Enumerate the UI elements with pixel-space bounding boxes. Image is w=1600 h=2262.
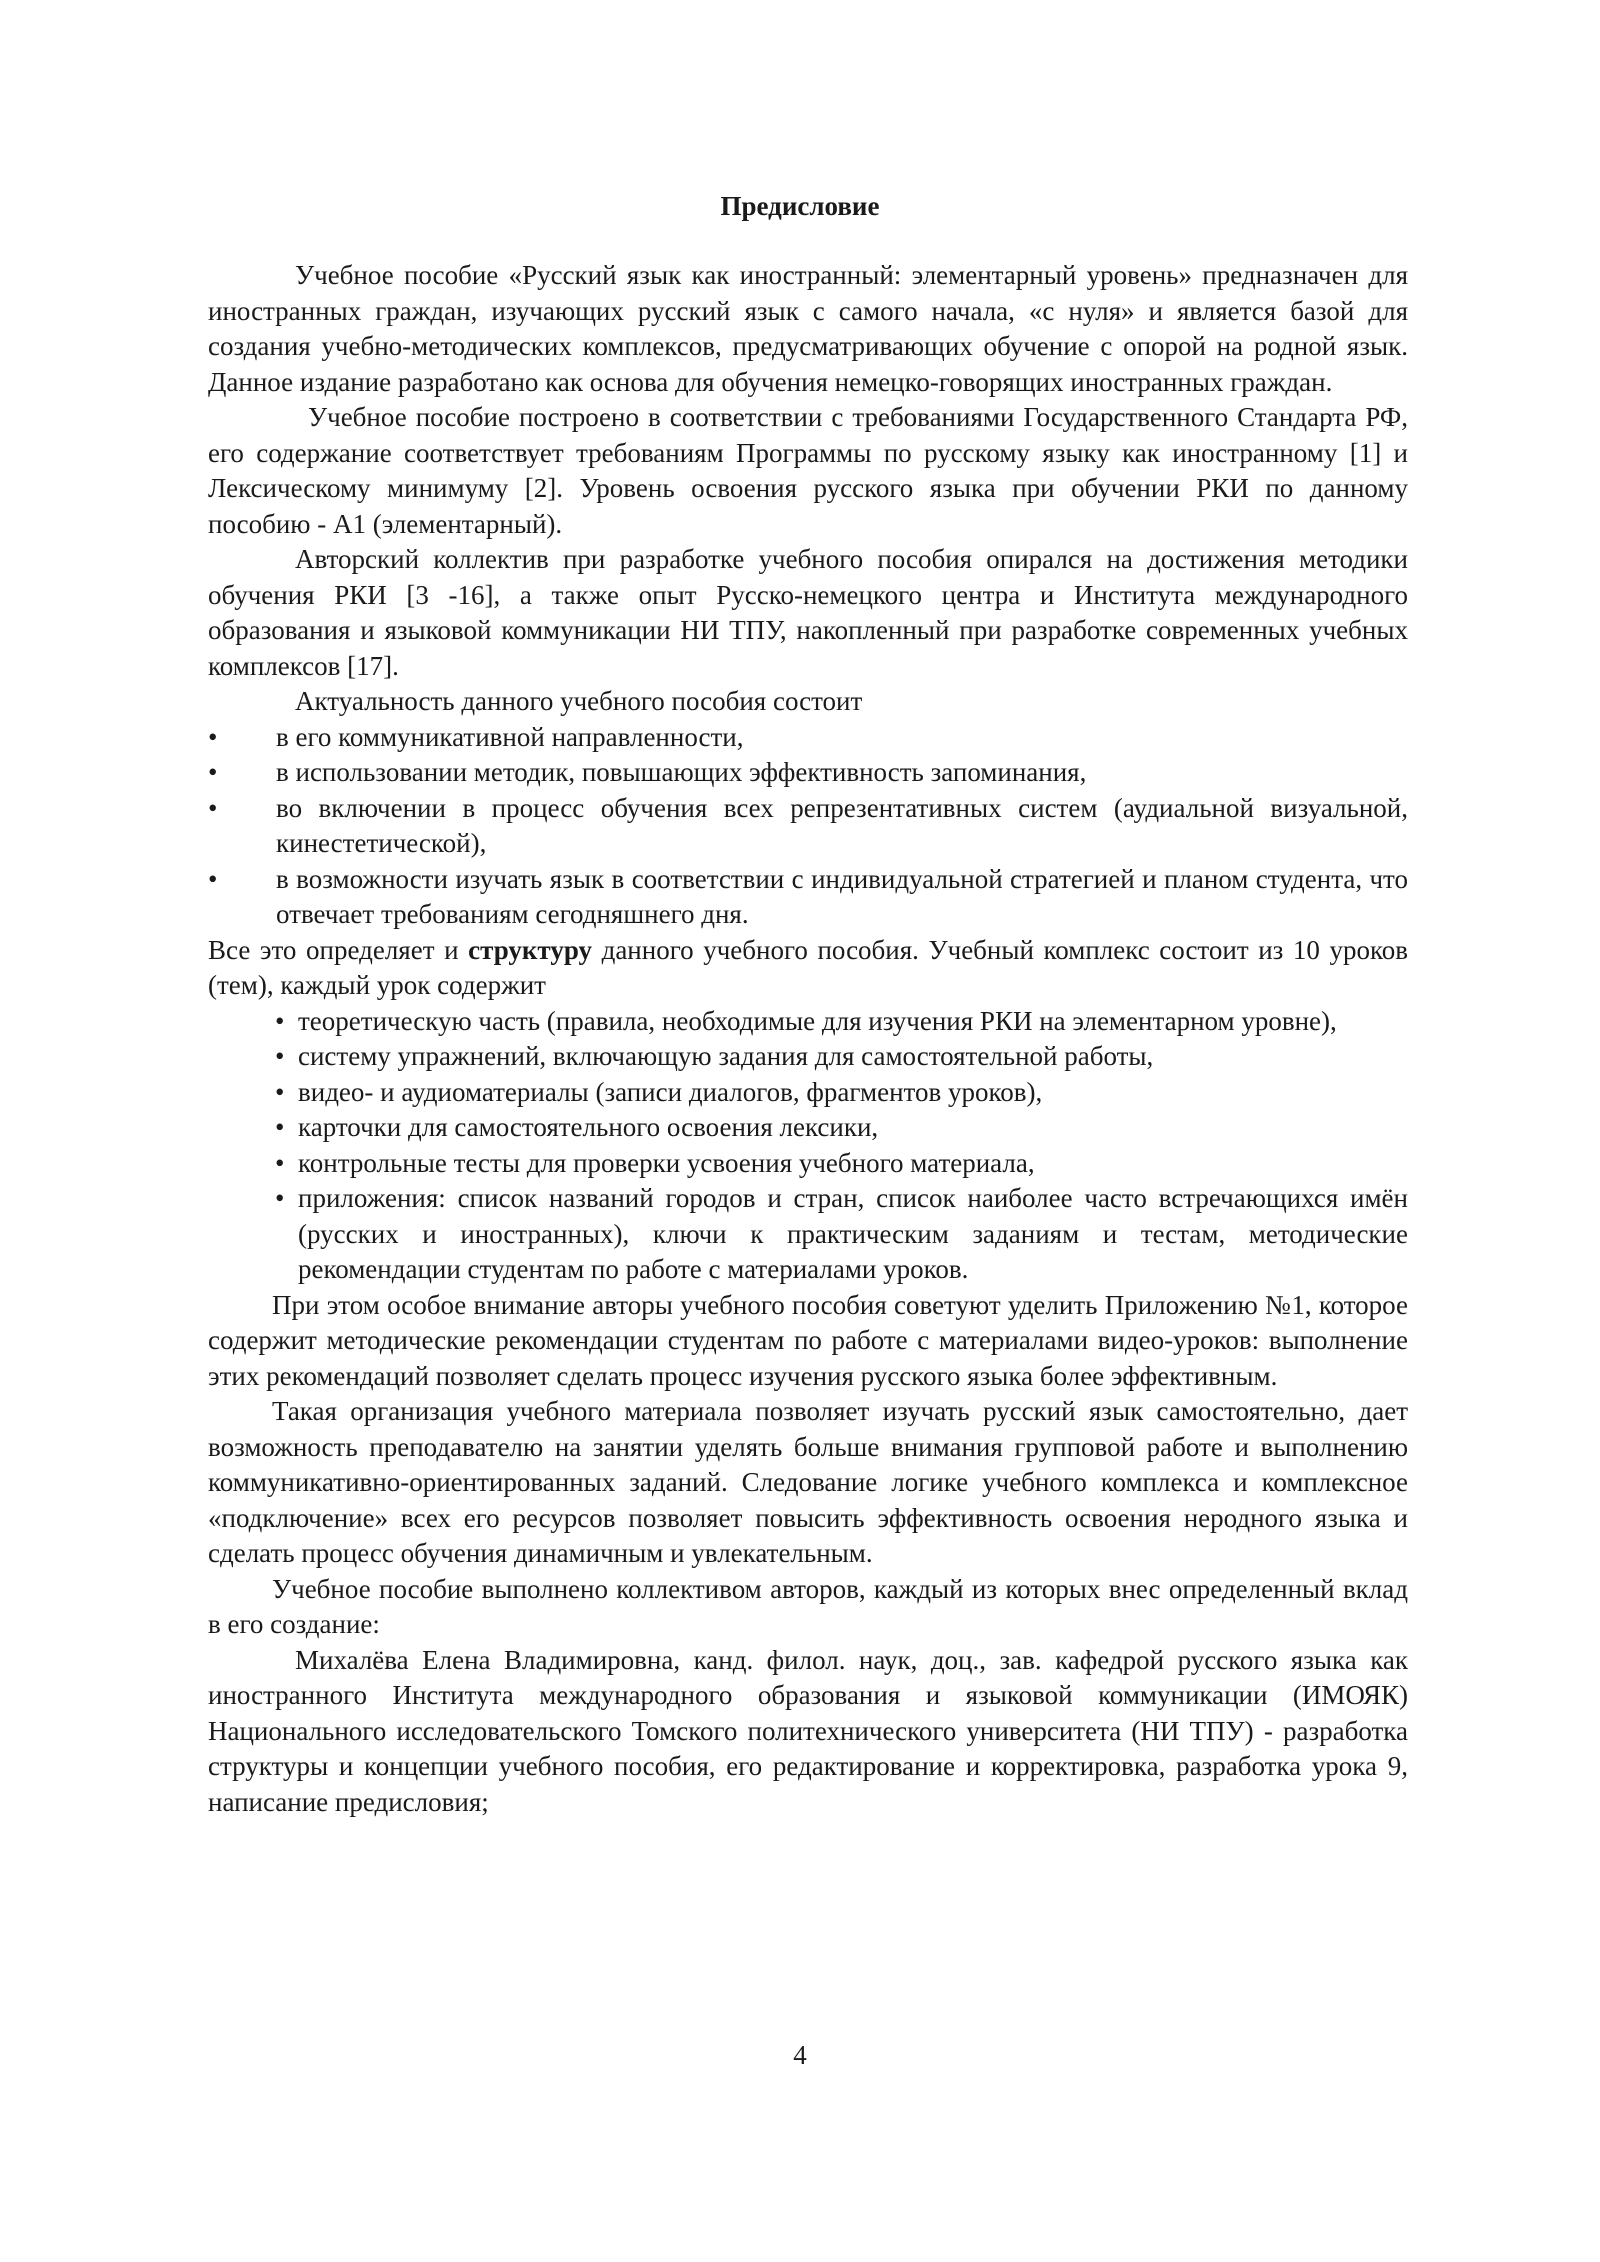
document-body bbox=[208, 258, 1408, 1820]
structure-bold-word: структуру bbox=[468, 934, 592, 965]
list-item: • видео- и аудиоматериалы (записи диалогов, фрагментов уроков), bbox=[208, 1075, 1408, 1111]
structure-text-after: данного учебного пособия. Учебный комплекс состоит из 10 уроков (тем), каждый урок содержит bbox=[208, 934, 1408, 1000]
list-item: • во включении в процесс обучения всех репрезентативных систем (аудиальной визуальной, кинестетической), bbox=[208, 791, 1408, 862]
page-number: 4 bbox=[793, 2040, 807, 2070]
page-title: Предисловие bbox=[720, 191, 880, 221]
paragraph-appendix: При этом особое внимание авторы учебного пособия советуют уделить Приложению №1, которое содержит методические рекомендации студентам по работе с материалами видео-уроков: выполнение этих рекомендаций позволяет сделать процесс изучения русского языка более эффективным. bbox=[208, 1289, 1408, 1391]
paragraph-organization: Такая организация учебного материала позволяет изучать русский язык самостоятельно, дает возможность преподавателю на занятии уделять больше внимания групповой работе и выполнению коммуникативно-ориентированных заданий. Следование логике учебного комплекса и комплексное «подключение» всех его ресурсов позволяет повысить эффективность освоения неродного языка и сделать процесс обучения динамичным и увлекательным. bbox=[208, 1396, 1408, 1568]
paragraph-author-mikhaleva: Михалёва Елена Владимировна, канд. филол. наук, доц., зав. кафедрой русского языка как иностранного Института международного образования и языковой коммуникации (ИМОЯК) Национального исследовательского Томского политехнического университета (НИ ТПУ) - разработка структуры и концепции учебного пособия, его редактирование и корректировка, разработка урока 9, написание предисловия; bbox=[208, 1644, 1408, 1817]
paragraph-standard: Учебное пособие построено в соответствии с требованиями Государственного Стандарта РФ, его содержание соответствует требованиям Программы по русскому языку как иностранному [1] и Лексическому минимуму [2]. Уровень освоения русского языка при обучении РКИ по данному пособию - А1 (элементарный). bbox=[208, 402, 1408, 539]
list-item: • теоретическую часть (правила, необходимые для изучения РКИ на элементарном уровне), bbox=[208, 1004, 1408, 1040]
structure-text-before: Все это определяет и bbox=[208, 934, 469, 965]
list-item: • систему упражнений, включающую задания для самостоятельной работы, bbox=[208, 1039, 1408, 1075]
list-item: • в возможности изучать язык в соответствии с индивидуальной стратегией и планом студента, что отвечает требованиям сегодняшнего дня. bbox=[208, 862, 1408, 933]
paragraph-intro: Учебное пособие «Русский язык как иностранный: элементарный уровень» предназначен для иностранных граждан, изучающих русский язык с самого начала, «с нуля» и является базой для создания учебно-методических комплексов, предусматривающих обучение с опорой на родной язык. Данное издание разработано как основа для обучения немецко-говорящих иностранных граждан. bbox=[208, 260, 1408, 397]
list-item: • приложения: список названий городов и стран, список наиболее часто встречающихся имён (русских и иностранных), ключи к практическим заданиям и тестам, методические рекомендации студентам по работе с материалами уроков. bbox=[208, 1181, 1408, 1288]
paragraph-relevance: Актуальность данного учебного пособия состоит bbox=[295, 686, 863, 716]
paragraph-authors: Учебное пособие выполнено коллективом авторов, каждый из которых внес определенный вклад в его создание: bbox=[208, 1573, 1408, 1639]
list-item: • в его коммуникативной направленности, bbox=[208, 720, 1408, 756]
paragraph-authors-basis: Авторский коллектив при разработке учебного пособия опирался на достижения методики обучения РКИ [3 -16], а также опыт Русско-немецкого центра и Института международного образования и языковой коммуникации НИ ТПУ, накопленный при разработке современных учебных комплексов [17]. bbox=[208, 544, 1408, 681]
paragraph-structure bbox=[208, 933, 1408, 1004]
list-item: • контрольные тесты для проверки усвоения учебного материала, bbox=[208, 1146, 1408, 1182]
list-item: • в использовании методик, повышающих эффективность запоминания, bbox=[208, 755, 1408, 791]
relevance-list bbox=[208, 720, 1408, 933]
lesson-contents-list bbox=[208, 1004, 1408, 1288]
list-item: • карточки для самостоятельного освоения лексики, bbox=[208, 1110, 1408, 1146]
